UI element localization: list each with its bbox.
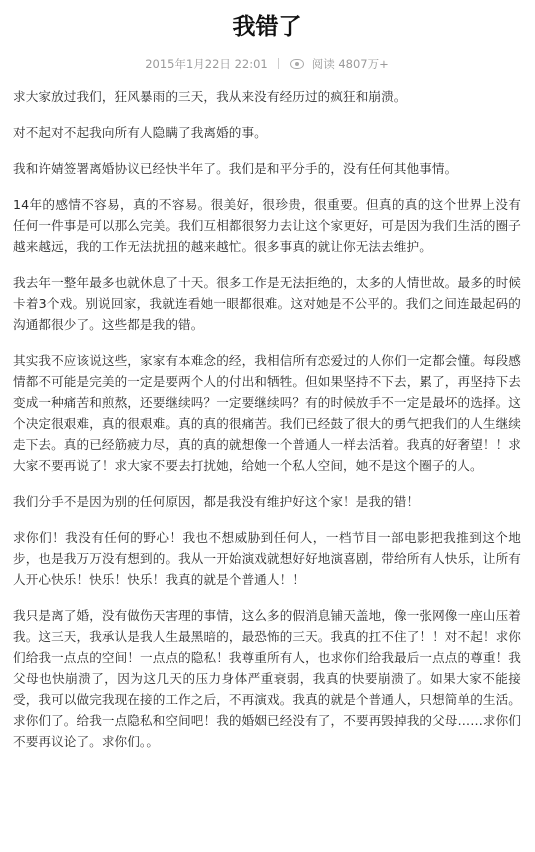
meta-divider <box>278 58 279 69</box>
paragraph: 我们分手不是因为别的任何原因，都是我没有维护好这个家！是我的错！ <box>13 494 420 509</box>
paragraph: 对不起对不起我向所有人隐瞒了我离婚的事。 <box>13 125 267 140</box>
article-body <box>13 86 521 752</box>
paragraph: 14年的感情不容易，真的不容易。很美好，很珍贵，很重要。但真的真的这个世界上没有任何一件事是可以那么完美。我们互相都很努力去让这个家更好，可是因为我们生活的圈子越来越远，我的工作无法扰扭的越来越忙。很多事真的就让你无法去维护。 <box>13 197 521 254</box>
paragraph: 求大家放过我们，狂风暴雨的三天，我从来没有经历过的疯狂和崩溃。 <box>13 89 407 104</box>
article-title: 我错了 <box>232 14 302 40</box>
paragraph: 我和许婧签署离婚协议已经快半年了。我们是和平分手的，没有任何其他事情。 <box>13 161 458 176</box>
eye-icon <box>290 59 304 69</box>
paragraph: 其实我不应该说这些，家家有本难念的经，我相信所有恋爱过的人你们一定都会懂。每段感情都不可能是完美的一定是要两个人的付出和牺牲。但如果坚持不下去，累了，再坚持下去变成一种痛苦和煎熬，还要继续吗？一定要继续吗？有的时候放手不一定是最坏的选择。这个决定很艰难，真的很艰难。真的真的很痛苦。我们已经鼓了很大的勇气把我们的人生继续走下去。真的已经筋疲力尽，真的真的就想像一个普通人一样去活着。我真的好奢望！！求大家不要再说了！求大家不要去打扰她，给她一个私人空间，她不是这个圈子的人。 <box>13 353 521 473</box>
read-count: 阅读 4807万+ <box>311 57 389 71</box>
article-meta <box>13 56 521 72</box>
paragraph: 求你们！我没有任何的野心！我也不想威胁到任何人，一档节目一部电影把我推到这个地步，也是我万万没有想到的。我从一开始演戏就想好好地演喜剧，带给所有人快乐，让所有人开心快乐！快乐！快乐！我真的就是个普通人！！ <box>13 530 521 587</box>
publish-date: 2015年1月22日 22:01 <box>145 57 268 71</box>
paragraph: 我只是离了婚，没有做伤天害理的事情，这么多的假消息铺天盖地，像一张网像一座山压着我。这三天，我承认是我人生最黑暗的，最恐怖的三天。我真的扛不住了！！对不起！求你们给我一点点的空间！一点点的隐私！我尊重所有人，也求你们给我最后一点点的尊重！我父母也快崩溃了，因为这几天的压力身体严重衰弱，我真的快要崩溃了。如果大家不能接受，我可以做完我现在接的工作之后，不再演戏。我真的就是个普通人，只想简单的生活。求你们了。给我一点隐私和空间吧！我的婚姻已经没有了，不要再毁掉我的父母……求你们不要再议论了。求你们。。 <box>13 608 521 749</box>
paragraph: 我去年一整年最多也就休息了十天。很多工作是无法拒绝的，太多的人情世故。最多的时候卡着3个戏。别说回家，我就连看她一眼都很难。这对她是不公平的。我们之间连最起码的沟通都很少了。这些都是我的错。 <box>13 275 521 332</box>
